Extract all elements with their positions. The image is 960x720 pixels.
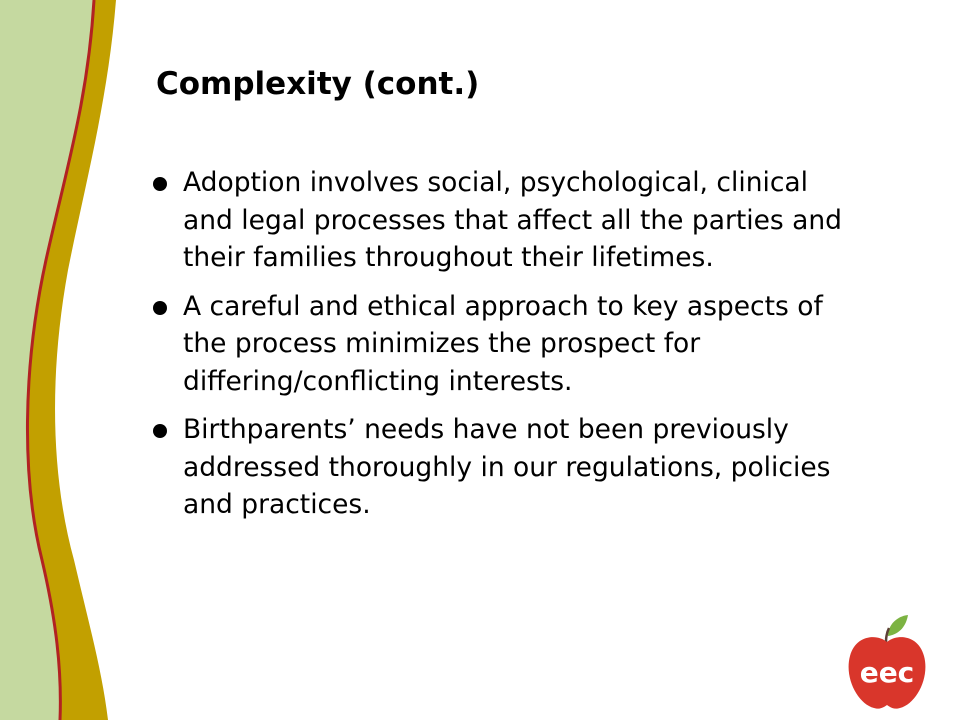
bullet-text: A careful and ethical approach to key aspects of the process minimizes the prospect for differing/conflicting interests. [183, 290, 823, 397]
bullet-item [148, 411, 860, 524]
eec-logo [842, 612, 932, 712]
bullet-list [148, 164, 860, 535]
bullet-text: Adoption involves social, psychological, clinical and legal processes that affect all the parties and their families throughout their lifetimes. [183, 167, 842, 273]
bullet-text: Birthparents’ needs have not been previously addressed thoroughly in our regulations, policies and practices. [183, 414, 831, 520]
logo-text: eec [859, 656, 915, 689]
leaf-icon [888, 615, 908, 636]
bullet-dot-icon [153, 424, 167, 438]
bullet-item [148, 164, 860, 277]
bullet-dot-icon [153, 177, 167, 191]
bullet-dot-icon [153, 301, 167, 315]
slide-title: Complexity (cont.) [156, 66, 480, 102]
bullet-item [148, 288, 860, 401]
